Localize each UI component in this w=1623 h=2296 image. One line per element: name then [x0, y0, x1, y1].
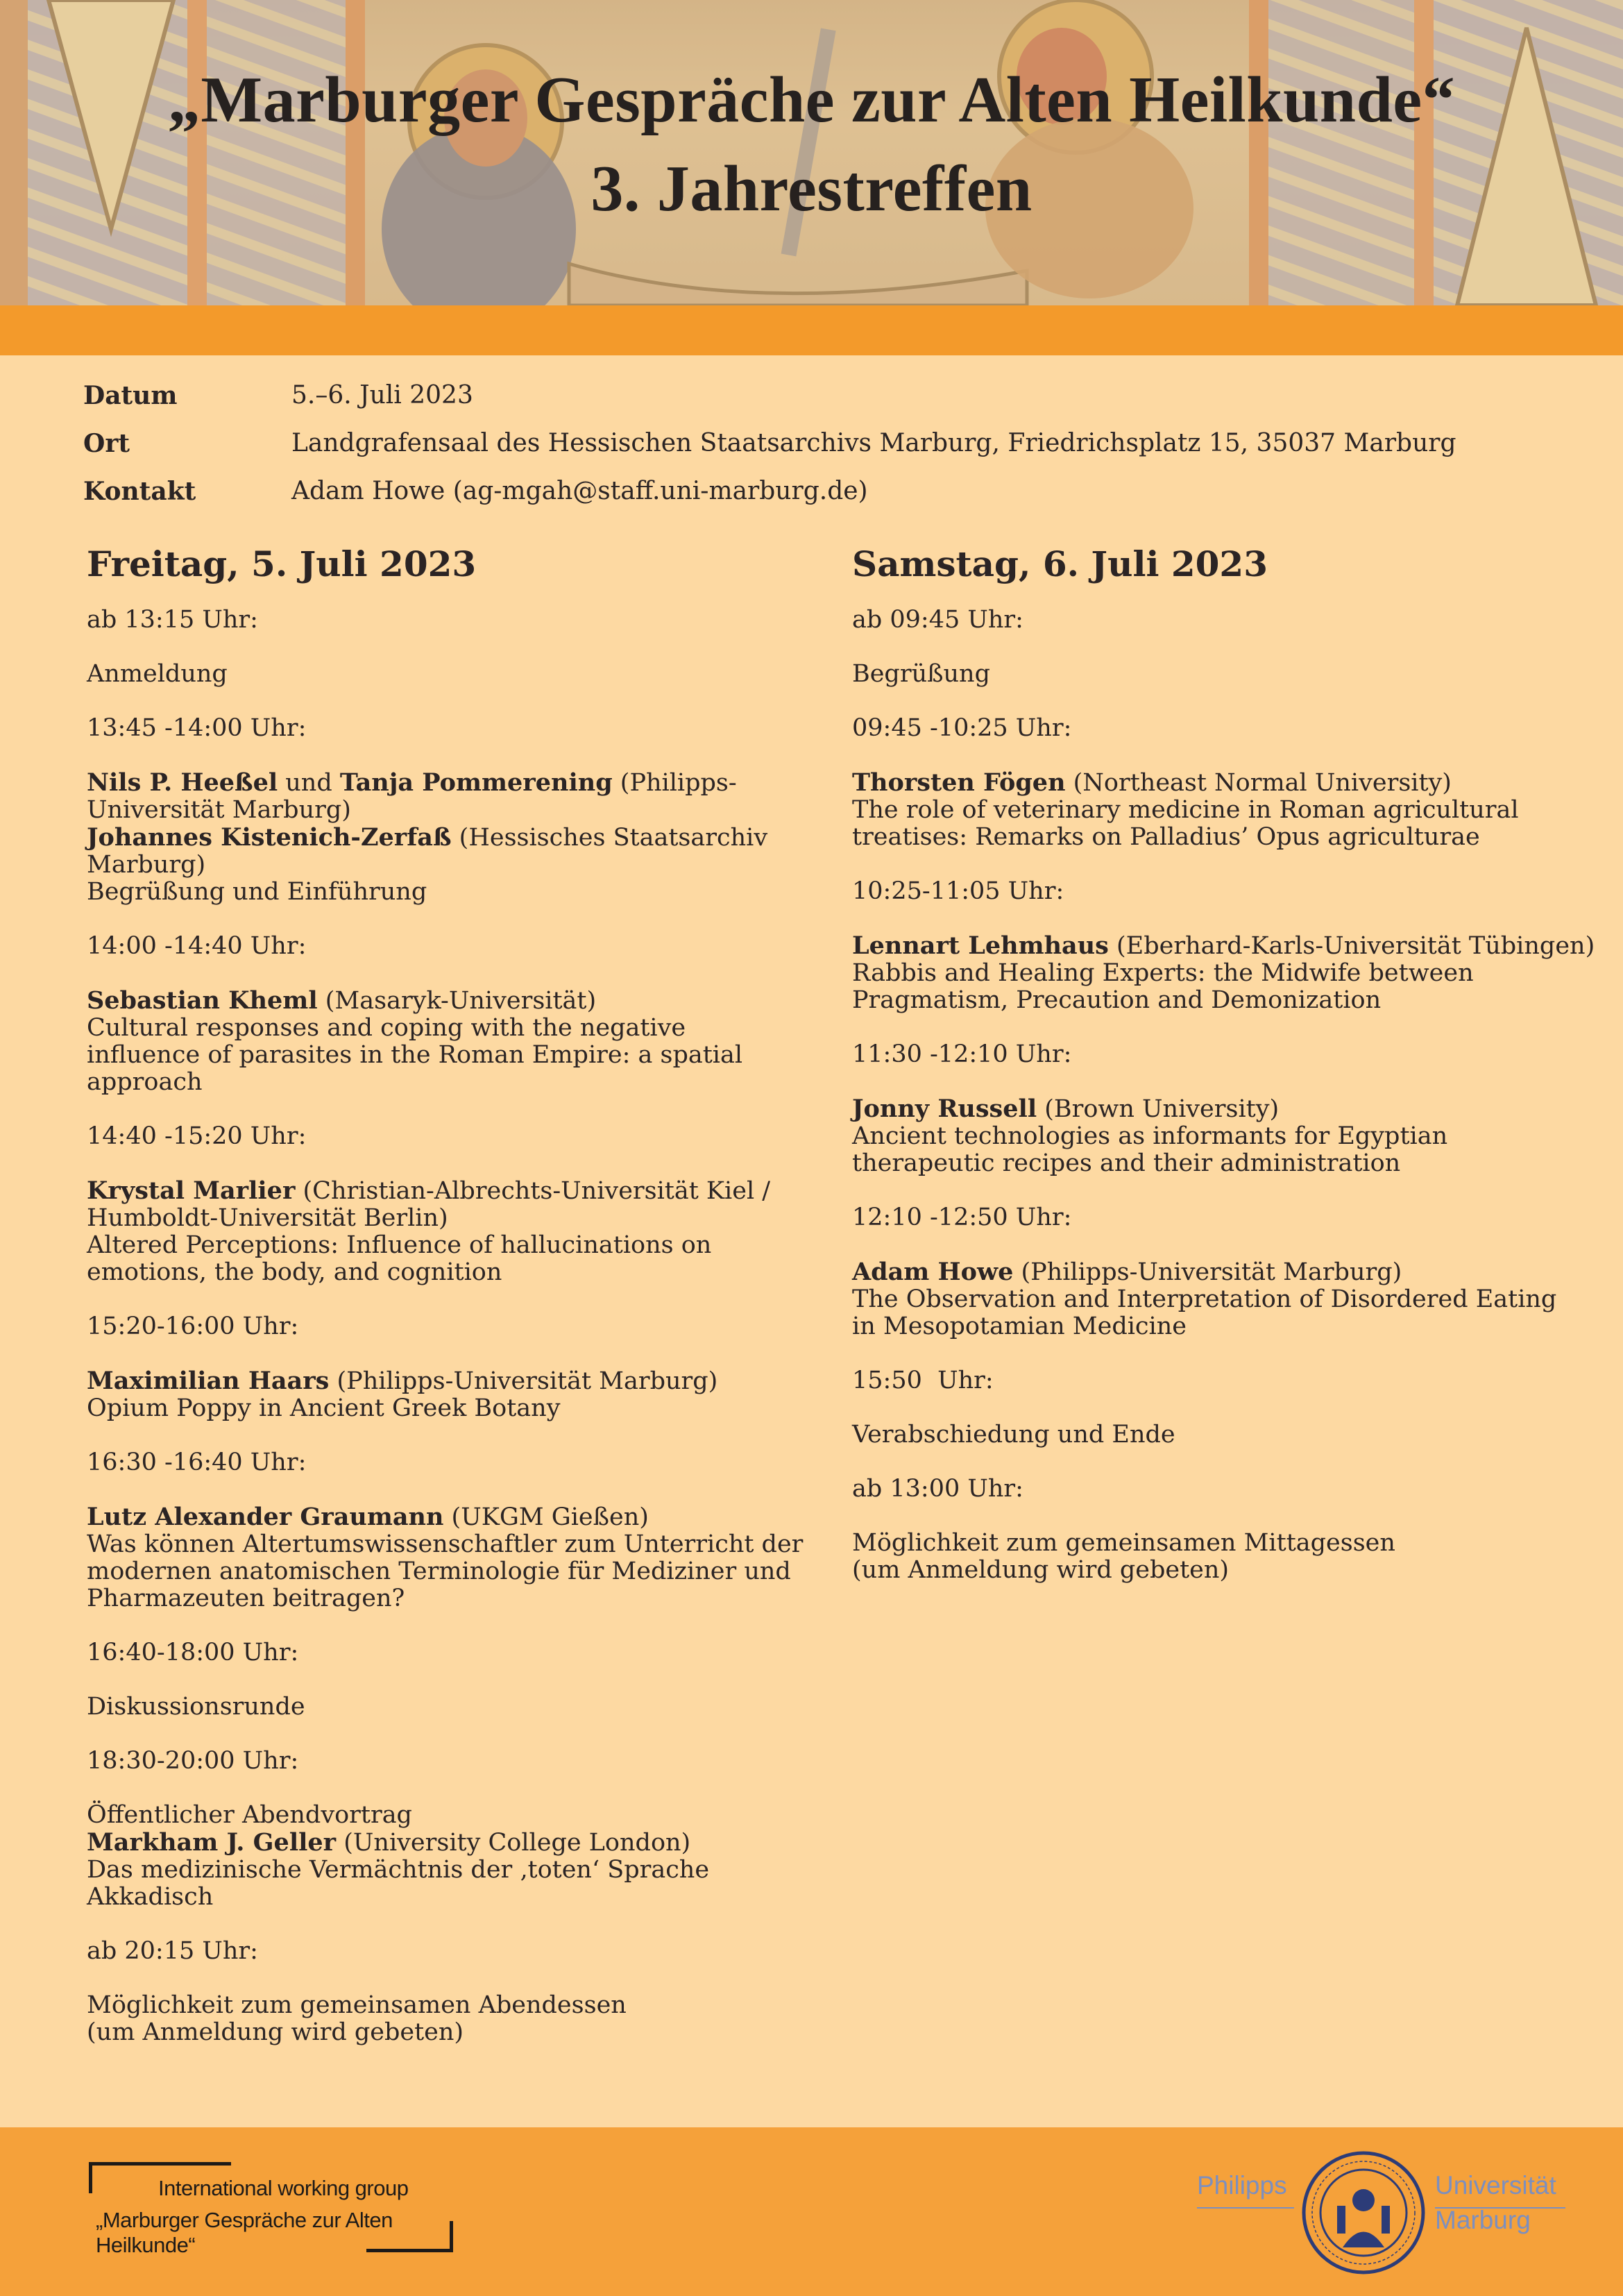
session-line [87, 1503, 836, 1531]
session-entry [852, 1421, 1601, 1449]
university-logo [1193, 2150, 1568, 2275]
speaker-affiliation: (Philipps-Universität Marburg) [329, 1367, 718, 1395]
working-group-line-1: International working group [158, 2176, 409, 2200]
session-line: Das medizinische Vermächtnis der ‚toten‘ Sprache [87, 1856, 710, 1884]
session-line: treatises: Remarks on Palladius’ Opus agriculturae [852, 823, 1480, 851]
working-group-line-2: „Marburger Gespräche zur Alten Heilkunde“ [96, 2208, 393, 2257]
session-line [87, 824, 836, 852]
session-line: Ancient technologies as informants for Egyptian [852, 1122, 1448, 1150]
session-entry [852, 1530, 1601, 1584]
session-time: 15:50 Uhr: [852, 1367, 994, 1394]
session-line: approach [87, 1068, 203, 1096]
session-entry [852, 1258, 1601, 1340]
speaker-name: Tanja Pommerening [339, 768, 613, 797]
session-line: Begrüßung und Einführung [87, 878, 427, 906]
speaker-affiliation: (Masaryk-Universität) [317, 987, 597, 1015]
university-word-marburg: Marburg [1435, 2206, 1531, 2234]
session-time: 14:00 -14:40 Uhr: [87, 932, 307, 960]
connector-text: und [278, 769, 340, 797]
session-time: 15:20-16:00 Uhr: [87, 1312, 299, 1340]
speaker-affiliation: (University College London) [336, 1829, 691, 1857]
session-line [87, 1367, 836, 1395]
speaker-affiliation: (UKGM Gießen) [443, 1503, 649, 1531]
session-line: Pharmazeuten beitragen? [87, 1585, 405, 1612]
session-time: 12:10 -12:50 Uhr: [852, 1204, 1072, 1231]
speaker-name: Nils P. Heeßel [87, 768, 278, 797]
speaker-name: Sebastian Kheml [87, 986, 318, 1015]
day-heading: Samstag, 6. Juli 2023 [852, 543, 1268, 584]
session-time: 09:45 -10:25 Uhr: [852, 714, 1072, 742]
session-time: 16:30 -16:40 Uhr: [87, 1449, 307, 1476]
session-entry [87, 987, 836, 1096]
day-heading: Freitag, 5. Juli 2023 [87, 543, 477, 584]
session-line: Möglichkeit zum gemeinsamen Abendessen [87, 1991, 627, 2019]
session-time: 14:40 -15:20 Uhr: [87, 1122, 307, 1150]
session-line: Verabschiedung und Ende [852, 1421, 1175, 1449]
session-line [852, 1258, 1601, 1286]
program-day-1 [87, 540, 836, 2073]
session-time: ab 13:00 Uhr: [852, 1475, 1023, 1503]
speaker-affiliation: (Northeast Normal University) [1065, 769, 1452, 797]
session-line: modernen anatomischen Terminologie für Mediziner und [87, 1558, 791, 1585]
university-word-philipps: Philipps [1197, 2171, 1287, 2200]
speaker-name: Thorsten Fögen [852, 768, 1066, 797]
university-word-universitaet: Universität [1435, 2171, 1556, 2200]
session-line: Akkadisch [87, 1883, 214, 1911]
info-row-datum [83, 371, 1575, 419]
session-line: Pragmatism, Precaution and Demonization [852, 986, 1382, 1014]
session-time: ab 13:15 Uhr: [87, 606, 258, 634]
session-time: ab 20:15 Uhr: [87, 1937, 258, 1965]
session-time: ab 09:45 Uhr: [852, 606, 1023, 634]
session-line: (um Anmeldung wird gebeten) [852, 1556, 1230, 1584]
session-time: 11:30 -12:10 Uhr: [852, 1040, 1072, 1068]
session-line: Anmeldung [87, 660, 228, 688]
session-line: emotions, the body, and cognition [87, 1258, 502, 1286]
program-day-2 [852, 540, 1601, 1611]
speaker-affiliation: (Philipps-Universität Marburg) [1013, 1258, 1402, 1286]
session-line [87, 1829, 836, 1857]
speaker-affiliation: (Hessisches Staatsarchiv [451, 824, 768, 852]
session-time: 10:25-11:05 Uhr: [852, 877, 1064, 905]
session-time: 18:30-20:00 Uhr: [87, 1747, 299, 1775]
session-entry [852, 661, 1601, 688]
logo-rule-left [1197, 2207, 1294, 2209]
info-label: Datum [83, 380, 178, 410]
speaker-name: Lennart Lehmhaus [852, 931, 1109, 960]
speaker-name: Markham J. Geller [87, 1828, 337, 1857]
session-line: Altered Perceptions: Influence of hallucinations on [87, 1231, 712, 1259]
speaker-affiliation: (Eberhard-Karls-Universität Tübingen) [1108, 932, 1595, 960]
session-line: Rabbis and Healing Experts: the Midwife between [852, 959, 1474, 987]
session-entry [87, 1503, 836, 1612]
session-line [87, 987, 836, 1015]
session-entry [87, 661, 836, 688]
session-line [87, 1177, 836, 1205]
speaker-affiliation: (Philipps- [612, 769, 737, 797]
session-line: The Observation and Interpretation of Disordered Eating [852, 1285, 1557, 1313]
session-time: 16:40-18:00 Uhr: [87, 1639, 299, 1666]
info-label: Kontakt [83, 476, 196, 506]
session-line: Was können Altertumswissenschaftler zum Unterricht der [87, 1530, 804, 1558]
university-seal-icon [1301, 2150, 1426, 2275]
session-entry [852, 769, 1601, 851]
session-line [852, 1095, 1601, 1123]
working-group-logo [89, 2162, 464, 2257]
info-row-ort [83, 419, 1575, 467]
session-line: in Mesopotamian Medicine [852, 1312, 1187, 1340]
speaker-name: Adam Howe [852, 1258, 1014, 1286]
speaker-name: Krystal Marlier [87, 1176, 296, 1205]
session-line: influence of parasites in the Roman Empire: a spatial [87, 1041, 743, 1069]
accent-strip [0, 305, 1623, 355]
page-subtitle: 3. Jahrestreffen [590, 153, 1033, 225]
session-line [852, 769, 1601, 797]
session-line: Marburg) [87, 851, 206, 879]
session-entry [87, 1992, 836, 2046]
session-line [852, 932, 1601, 960]
speaker-name: Maximilian Haars [87, 1367, 330, 1395]
session-line: therapeutic recipes and their administration [852, 1149, 1401, 1177]
session-line: Humboldt-Universität Berlin) [87, 1204, 448, 1232]
session-line: Öffentlicher Abendvortrag [87, 1801, 412, 1829]
info-value: Adam Howe (ag-mgah@staff.uni-marburg.de) [291, 477, 868, 505]
session-entry [87, 769, 836, 906]
session-entry [852, 1095, 1601, 1177]
info-label: Ort [83, 428, 130, 458]
session-line: Diskussionsrunde [87, 1693, 305, 1721]
info-value: Landgrafensaal des Hessischen Staatsarchivs Marburg, Friedrichsplatz 15, 35037 Marburg [291, 429, 1456, 457]
session-line: Opium Poppy in Ancient Greek Botany [87, 1394, 561, 1422]
speaker-name: Jonny Russell [852, 1095, 1037, 1123]
session-entry [87, 1694, 836, 1721]
session-entry [87, 1802, 836, 1911]
session-entry [87, 1177, 836, 1286]
header-banner [0, 0, 1623, 305]
session-line: The role of veterinary medicine in Roman agricultural [852, 796, 1519, 824]
session-line: Universität Marburg) [87, 796, 351, 824]
speaker-name: Lutz Alexander Graumann [87, 1503, 444, 1531]
event-info [83, 371, 1575, 515]
session-line [87, 769, 836, 797]
session-line: (um Anmeldung wird gebeten) [87, 2018, 464, 2046]
speaker-affiliation: (Brown University) [1037, 1095, 1280, 1123]
session-entry [852, 932, 1601, 1014]
speaker-name: Johannes Kistenich-Zerfaß [87, 823, 452, 852]
session-line: Möglichkeit zum gemeinsamen Mittagessen [852, 1529, 1395, 1557]
session-line: Cultural responses and coping with the negative [87, 1014, 686, 1042]
info-value: 5.–6. Juli 2023 [291, 381, 473, 410]
session-line: Begrüßung [852, 660, 990, 688]
speaker-affiliation: (Christian-Albrechts-Universität Kiel / [295, 1177, 771, 1205]
session-entry [87, 1367, 836, 1422]
info-row-kontakt [83, 467, 1575, 515]
session-time: 13:45 -14:00 Uhr: [87, 714, 307, 742]
page-title: „Marburger Gespräche zur Alten Heilkunde“ [167, 64, 1456, 136]
